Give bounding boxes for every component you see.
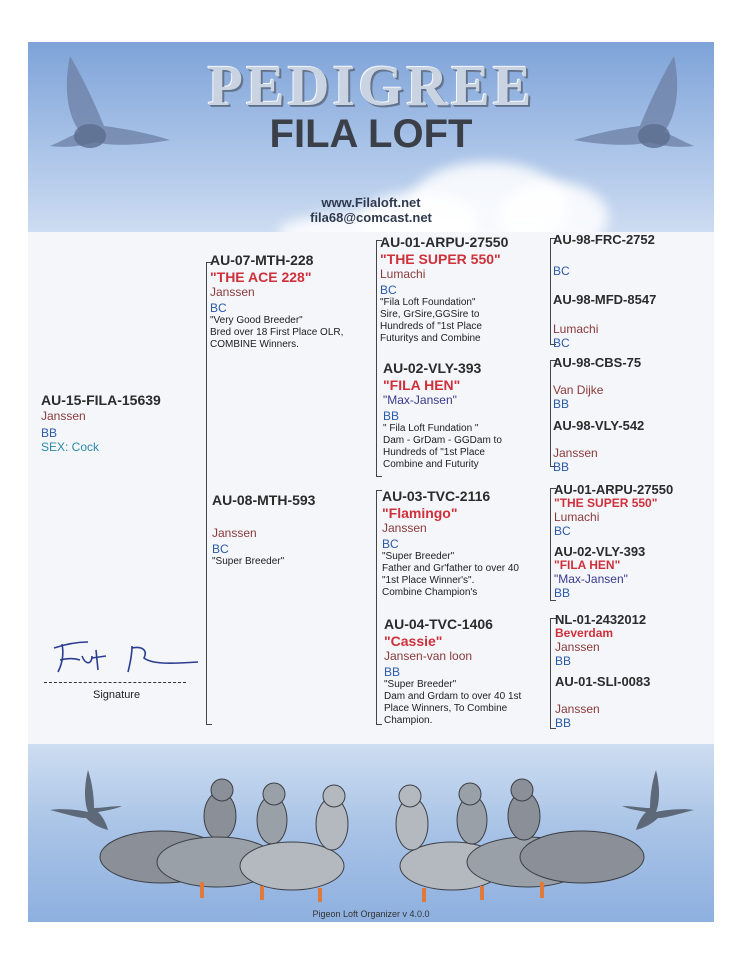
sire-entry xyxy=(210,252,343,351)
sire-sire-name: "THE SUPER 550" xyxy=(380,251,501,267)
dam-sire-note: "1st Place Winner's". xyxy=(382,575,475,586)
dam-sire-note: Combine Champion's xyxy=(382,587,478,598)
sire-sire-note: "Fila Loft Foundation" xyxy=(380,297,476,308)
signature-label: Signature xyxy=(93,689,141,701)
gen3-entry xyxy=(553,232,655,278)
sire-sire-strain: Lumachi xyxy=(380,267,426,281)
bracket-gen3-d xyxy=(550,618,551,728)
gen3-entry xyxy=(554,544,645,600)
gen3-ring: AU-98-CBS-75 xyxy=(553,355,642,370)
pedigree-title: PEDIGREE xyxy=(207,53,535,118)
dam-ring: AU-08-MTH-593 xyxy=(212,492,316,508)
gen3-color: BC xyxy=(553,264,570,278)
bracket-gen3-a xyxy=(550,238,551,344)
gen3-ring: AU-01-SLI-0083 xyxy=(555,674,651,689)
dam-strain: Janssen xyxy=(212,526,257,540)
pedigree-sheet xyxy=(28,42,714,922)
handwritten-signature-icon xyxy=(48,630,198,678)
sire-dam-color: BB xyxy=(383,409,400,423)
dam-color: BC xyxy=(212,542,229,556)
gen3-strain: Lumachi xyxy=(553,322,599,336)
dam-sire-ring: AU-03-TVC-2116 xyxy=(382,488,491,504)
dam-sire-note: Father and Gr'father to over 40 xyxy=(382,563,519,574)
gen3-color: BB xyxy=(555,654,572,668)
gen3-entry xyxy=(553,418,644,474)
gen3-strain: "Max-Jansen" xyxy=(554,572,628,586)
dam-dam-entry xyxy=(384,616,521,727)
bracket-gen2-sire xyxy=(376,240,377,476)
dam-dam-note: Champion. xyxy=(384,715,433,726)
dam-dam-name: "Cassie" xyxy=(384,633,443,649)
sire-note: COMBINE Winners. xyxy=(210,339,299,350)
sire-sire-note: Futuritys and Combine xyxy=(380,333,481,344)
dam-dam-ring: AU-04-TVC-1406 xyxy=(384,616,493,632)
dam-dam-note: Place Winners, To Combine xyxy=(384,703,508,714)
loft-name: FILA LOFT xyxy=(269,112,473,156)
sire-sire-note: Hundreds of "1st Place xyxy=(380,321,482,332)
sire-sire-entry xyxy=(380,234,508,345)
gen3-name: Beverdam xyxy=(555,626,614,640)
gen3-entry xyxy=(554,482,673,538)
bracket-gen1 xyxy=(206,262,207,724)
bracket-tick xyxy=(550,600,556,601)
gen3-color: BB xyxy=(555,716,572,730)
gen3-entry xyxy=(555,612,646,668)
gen3-color: BC xyxy=(553,336,570,350)
gen3-ring: AU-98-VLY-542 xyxy=(553,418,645,433)
pigeon-group-icon xyxy=(82,762,662,912)
sire-sire-color: BC xyxy=(380,283,397,297)
subject-sex: SEX: Cock xyxy=(41,440,100,454)
dam-dam-strain: Jansen-van loon xyxy=(384,649,473,663)
sire-note: "Very Good Breeder" xyxy=(210,315,303,326)
gen3-ring: AU-98-MFD-8547 xyxy=(553,292,657,307)
subject-color: BB xyxy=(41,426,58,440)
gen3-color: BB xyxy=(553,460,570,474)
gen3-name: "THE SUPER 550" xyxy=(554,496,658,510)
signature-line xyxy=(44,682,186,683)
bracket-gen2-dam xyxy=(376,490,377,724)
sire-dam-name: "FILA HEN" xyxy=(383,377,461,393)
dam-dam-color: BB xyxy=(384,665,401,679)
bracket-tick xyxy=(376,724,382,725)
dam-sire-name: "Flamingo" xyxy=(382,505,458,521)
sire-dam-strain: "Max-Jansen" xyxy=(383,393,457,407)
dam-dam-note: "Super Breeder" xyxy=(384,679,457,690)
gen3-entry xyxy=(555,674,650,730)
sire-sire-note: Sire, GrSire,GGSire to xyxy=(380,309,480,320)
software-version: Pigeon Loft Organizer v 4.0.0 xyxy=(312,909,430,919)
footer-banner xyxy=(28,744,714,922)
gen3-entry xyxy=(553,292,656,350)
sire-dam-note: Combine and Futurity xyxy=(383,459,479,470)
gen3-strain: Janssen xyxy=(555,702,600,716)
gen3-strain: Van Dijke xyxy=(553,383,604,397)
gen3-ring: AU-98-FRC-2752 xyxy=(553,232,655,247)
gen3-ring: AU-02-VLY-393 xyxy=(554,544,646,559)
email-link[interactable]: fila68@comcast.net xyxy=(310,210,432,225)
bracket-tick xyxy=(206,724,212,725)
gen3-strain: Janssen xyxy=(553,446,598,460)
gen3-ring: NL-01-2432012 xyxy=(555,612,647,627)
gen3-strain: Janssen xyxy=(555,640,600,654)
website-link[interactable]: www.Filaloft.net xyxy=(321,195,421,210)
dam-sire-note: "Super Breeder" xyxy=(382,551,455,562)
sire-dam-entry xyxy=(383,360,502,471)
gen3-color: BB xyxy=(553,397,570,411)
sire-note: Bred over 18 First Place OLR, xyxy=(210,327,344,338)
subject-ring: AU-15-FILA-15639 xyxy=(41,392,161,408)
bracket-tick xyxy=(376,476,382,477)
dam-note: "Super Breeder" xyxy=(212,556,285,567)
bracket-gen3-c xyxy=(550,488,551,600)
subject-entry xyxy=(41,392,161,454)
gen3-color: BB xyxy=(554,586,571,600)
sire-sire-ring: AU-01-ARPU-27550 xyxy=(380,234,509,250)
gen3-entry xyxy=(553,355,641,411)
gen3-strain: Lumachi xyxy=(554,510,600,524)
sire-dam-ring: AU-02-VLY-393 xyxy=(383,360,482,376)
sire-name: "THE ACE 228" xyxy=(210,269,312,285)
dam-sire-strain: Janssen xyxy=(382,521,427,535)
sire-dam-note: Dam - GrDam - GGDam to xyxy=(383,435,502,446)
gen3-ring: AU-01-ARPU-27550 xyxy=(554,482,674,497)
sire-strain: Janssen xyxy=(210,285,255,299)
sire-ring: AU-07-MTH-228 xyxy=(210,252,314,268)
sire-dam-note: Hundreds of "1st Place xyxy=(383,447,485,458)
contact-block xyxy=(28,195,714,225)
bracket-gen3-b xyxy=(550,360,551,466)
subject-strain: Janssen xyxy=(41,409,86,423)
sire-dam-note: " Fila Loft Fundation " xyxy=(383,423,479,434)
dam-entry xyxy=(212,492,315,568)
dam-sire-entry xyxy=(382,488,519,599)
gen3-name: "FILA HEN" xyxy=(554,558,621,572)
dam-dam-note: Dam and Grdam to over 40 1st xyxy=(384,691,522,702)
header-banner xyxy=(28,42,714,232)
pedigree-chart xyxy=(28,232,714,744)
gen3-color: BC xyxy=(554,524,571,538)
dam-sire-color: BC xyxy=(382,537,399,551)
sire-color: BC xyxy=(210,301,227,315)
